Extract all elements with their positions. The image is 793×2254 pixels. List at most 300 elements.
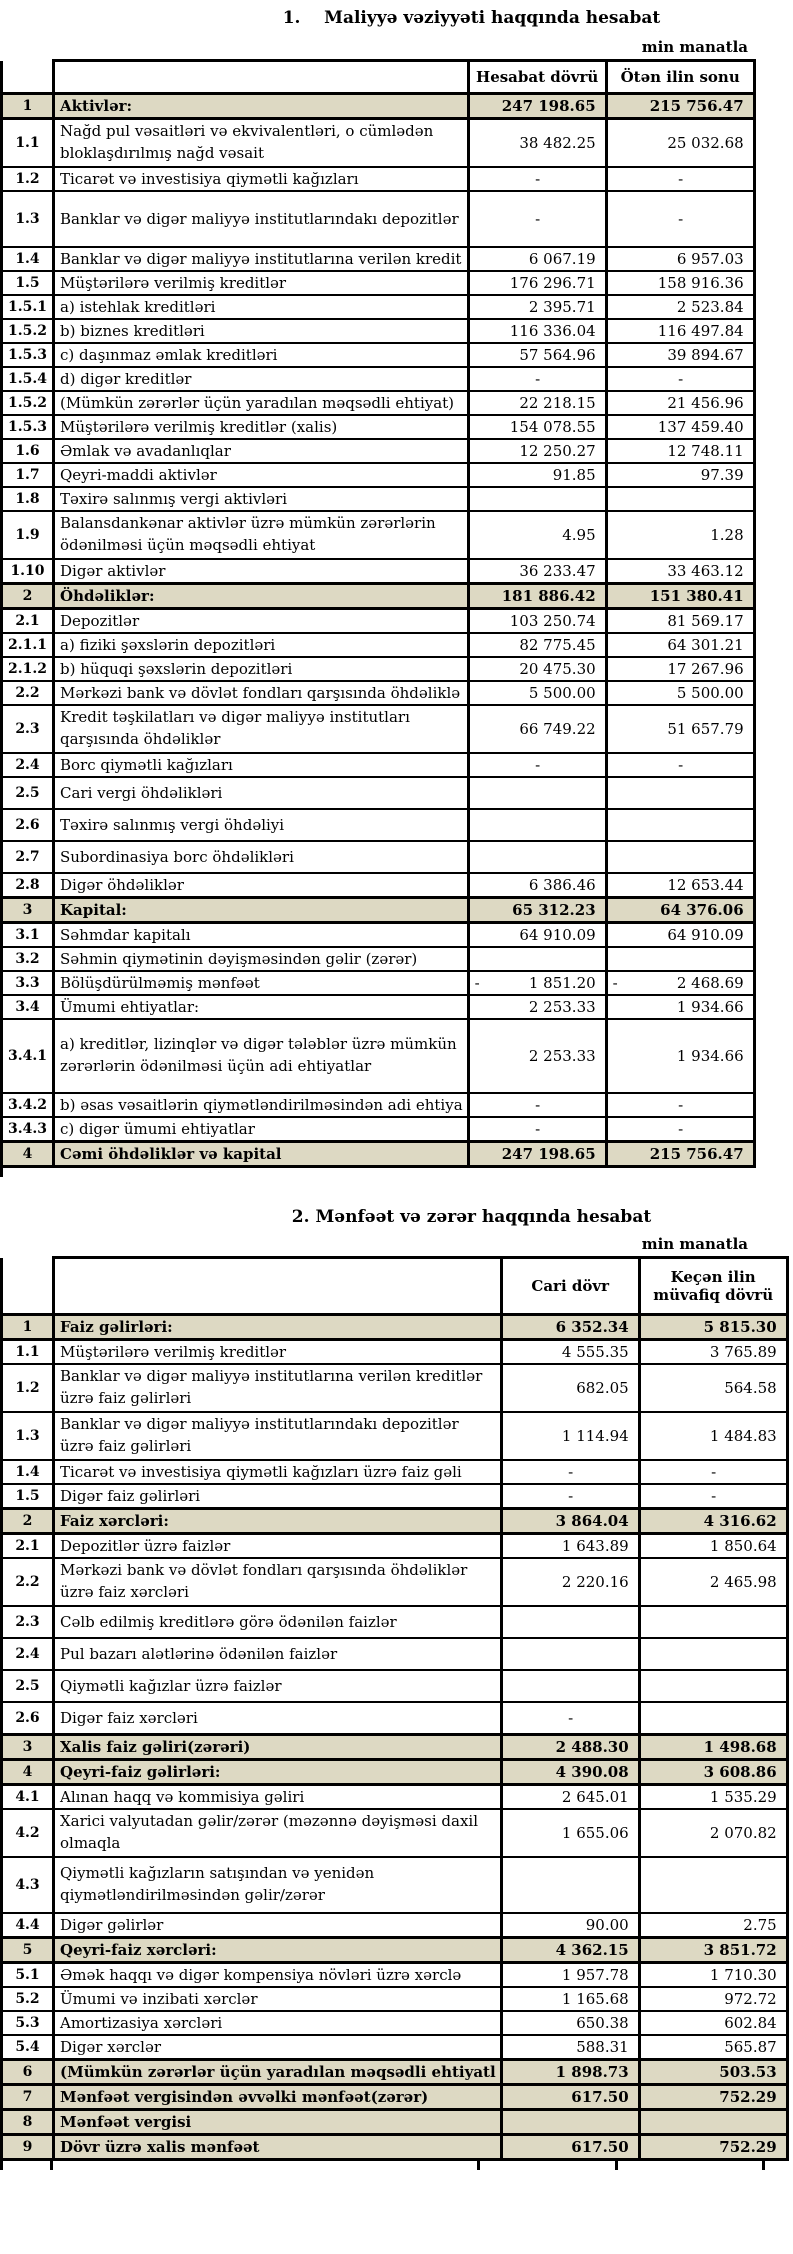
row-label: (Mümkün zərərlər üçün yaradılan məqsədli ehtiyat) bbox=[54, 391, 469, 415]
value-previous-period: 64 910.09 bbox=[606, 923, 754, 948]
value-previous-period: 565.87 bbox=[639, 2035, 787, 2060]
value-current-period: 181 886.42 bbox=[468, 584, 606, 609]
row-label: Banklar və digər maliyyə institutlarındakı depozitlər bbox=[54, 191, 469, 247]
value-current-period: 2 253.33 bbox=[468, 1019, 606, 1093]
row-number: 5.3 bbox=[2, 2011, 54, 2035]
table-row bbox=[2, 2085, 788, 2110]
row-label: b) hüquqi şəxslərin depozitləri bbox=[54, 657, 469, 681]
value-previous-period: 1 498.68 bbox=[639, 1735, 787, 1760]
row-number: 2 bbox=[2, 584, 54, 609]
report2-col1-header: Cari dövr bbox=[501, 1258, 639, 1315]
row-number: 5.4 bbox=[2, 2035, 54, 2060]
value-current-period: 4.95 bbox=[468, 511, 606, 559]
value-previous-period: - bbox=[606, 1117, 754, 1142]
table-row bbox=[2, 1702, 788, 1735]
table-row bbox=[2, 1484, 788, 1509]
value-current-period bbox=[501, 2110, 639, 2135]
value-previous-period: 25 032.68 bbox=[606, 119, 754, 168]
value-current-period: - 1 851.20 bbox=[468, 971, 606, 995]
row-number: 1.9 bbox=[2, 511, 54, 559]
value-previous-period: 1 535.29 bbox=[639, 1785, 787, 1810]
row-number: 3.4.1 bbox=[2, 1019, 54, 1093]
table-row bbox=[2, 1315, 788, 1340]
row-label: Səhmdar kapitalı bbox=[54, 923, 469, 948]
table-row bbox=[2, 923, 755, 948]
row-number: 1 bbox=[2, 94, 54, 119]
value-previous-period: 64 301.21 bbox=[606, 633, 754, 657]
row-number: 2.8 bbox=[2, 873, 54, 898]
table-row bbox=[2, 94, 755, 119]
value-previous-period bbox=[639, 2110, 787, 2135]
row-number: 1.1 bbox=[2, 119, 54, 168]
table-row bbox=[2, 995, 755, 1019]
table-row bbox=[2, 1638, 788, 1670]
report2-title: 2. Mənfəət və zərər haqqında hesabat bbox=[291, 1207, 652, 1227]
header-label-cell bbox=[54, 1258, 502, 1315]
value-previous-period: 5 815.30 bbox=[639, 1315, 787, 1340]
value-previous-period: - bbox=[606, 191, 754, 247]
row-label: Digər gəlirlər bbox=[54, 1913, 502, 1938]
row-number: 1 bbox=[2, 1315, 54, 1340]
table-row bbox=[2, 1558, 788, 1606]
value-current-period: 6 386.46 bbox=[468, 873, 606, 898]
row-number: 1.4 bbox=[2, 1460, 54, 1484]
table-row bbox=[2, 947, 755, 971]
report1-title: 1. Maliyyə vəziyyəti haqqında hesabat bbox=[282, 8, 661, 28]
value-previous-period: 215 756.47 bbox=[606, 94, 754, 119]
row-number: 1.5.2 bbox=[2, 391, 54, 415]
value-previous-period: 116 497.84 bbox=[606, 319, 754, 343]
row-number: 1.8 bbox=[2, 487, 54, 511]
row-label: Müştərilərə verilmiş kreditlər bbox=[54, 271, 469, 295]
row-number: 4 bbox=[2, 1142, 54, 1167]
value-previous-period bbox=[606, 947, 754, 971]
value-current-period: 4 555.35 bbox=[501, 1340, 639, 1365]
row-label: Mərkəzi bank və dövlət fondları qarşısında öhdəliklə bbox=[54, 681, 469, 705]
table-row bbox=[2, 681, 755, 705]
row-label: Banklar və digər maliyyə institutlarındakı depozitlər üzrə faiz gəlirləri bbox=[54, 1412, 502, 1460]
row-number: 2.5 bbox=[2, 1670, 54, 1702]
value-previous-period: 39 894.67 bbox=[606, 343, 754, 367]
row-label: Nağd pul vəsaitləri və ekvivalentləri, o cümlədən bloklaşdırılmış nağd vəsait bbox=[54, 119, 469, 168]
value-previous-period: 1 934.66 bbox=[606, 995, 754, 1019]
table-row bbox=[2, 1509, 788, 1534]
value-current-period: 6 067.19 bbox=[468, 247, 606, 271]
profit-and-loss-table bbox=[0, 1256, 789, 2161]
row-number: 2.5 bbox=[2, 777, 54, 809]
row-number: 5.2 bbox=[2, 1987, 54, 2011]
row-label: Ümumi və inzibati xərclər bbox=[54, 1987, 502, 2011]
row-number: 2.1.1 bbox=[2, 633, 54, 657]
row-number: 2.2 bbox=[2, 1558, 54, 1606]
row-label: Qiymətli kağızların satışından və yenidən qiymətləndirilməsindən gəlir/zərər bbox=[54, 1857, 502, 1913]
value-previous-period: 97.39 bbox=[606, 463, 754, 487]
value-previous-period: 51 657.79 bbox=[606, 705, 754, 753]
value-previous-period: 3 765.89 bbox=[639, 1340, 787, 1365]
value-current-period: 22 218.15 bbox=[468, 391, 606, 415]
row-label: Depozitlər üzrə faizlər bbox=[54, 1534, 502, 1559]
row-label: Təxirə salınmış vergi aktivləri bbox=[54, 487, 469, 511]
value-previous-period: 12 653.44 bbox=[606, 873, 754, 898]
row-label: Digər öhdəliklər bbox=[54, 873, 469, 898]
value-current-period: 65 312.23 bbox=[468, 898, 606, 923]
value-previous-period bbox=[639, 1638, 787, 1670]
row-label: Digər faiz xərcləri bbox=[54, 1702, 502, 1735]
row-label: c) daşınmaz əmlak kreditləri bbox=[54, 343, 469, 367]
row-number: 4.2 bbox=[2, 1809, 54, 1857]
value-current-period: 103 250.74 bbox=[468, 609, 606, 634]
row-label: Əmək haqqı və digər kompensiya növləri üzrə xərclə bbox=[54, 1963, 502, 1988]
value-current-period: 2 220.16 bbox=[501, 1558, 639, 1606]
row-number: 1.2 bbox=[2, 167, 54, 191]
row-label: Aktivlər: bbox=[54, 94, 469, 119]
table-row bbox=[2, 367, 755, 391]
row-number: 5 bbox=[2, 1938, 54, 1963]
value-current-period: 66 749.22 bbox=[468, 705, 606, 753]
value-current-period bbox=[468, 809, 606, 841]
row-number: 2 bbox=[2, 1509, 54, 1534]
row-label: Dövr üzrə xalis mənfəət bbox=[54, 2135, 502, 2160]
row-label: Digər faiz gəlirləri bbox=[54, 1484, 502, 1509]
value-previous-period: - bbox=[639, 1460, 787, 1484]
value-previous-period bbox=[606, 487, 754, 511]
row-label: Öhdəliklər: bbox=[54, 584, 469, 609]
row-number: 3 bbox=[2, 1735, 54, 1760]
value-previous-period: 2 465.98 bbox=[639, 1558, 787, 1606]
value-current-period: - bbox=[468, 167, 606, 191]
row-label: Amortizasiya xərcləri bbox=[54, 2011, 502, 2035]
row-label: Pul bazarı alətlərinə ödənilən faizlər bbox=[54, 1638, 502, 1670]
table-row bbox=[2, 705, 755, 753]
table-row bbox=[2, 1938, 788, 1963]
row-label: Cəmi öhdəliklər və kapital bbox=[54, 1142, 469, 1167]
table-row bbox=[2, 1117, 755, 1142]
row-number: 9 bbox=[2, 2135, 54, 2160]
value-current-period: 617.50 bbox=[501, 2135, 639, 2160]
table-row bbox=[2, 633, 755, 657]
value-current-period: 2 395.71 bbox=[468, 295, 606, 319]
header-row bbox=[2, 1258, 788, 1315]
table-row bbox=[2, 809, 755, 841]
value-current-period: 12 250.27 bbox=[468, 439, 606, 463]
report2-col2-header: Keçən ilin müvafiq dövrü bbox=[639, 1258, 787, 1315]
row-number: 1.2 bbox=[2, 1364, 54, 1412]
row-number: 1.5.1 bbox=[2, 295, 54, 319]
table-row bbox=[2, 271, 755, 295]
value-previous-period: - bbox=[606, 167, 754, 191]
value-current-period: 247 198.65 bbox=[468, 94, 606, 119]
header-row-number-cell bbox=[2, 61, 54, 94]
table-row bbox=[2, 1913, 788, 1938]
table-row bbox=[2, 1735, 788, 1760]
row-label: Faiz gəlirləri: bbox=[54, 1315, 502, 1340]
row-number: 7 bbox=[2, 2085, 54, 2110]
row-label: Bölüşdürülməmiş mənfəət bbox=[54, 971, 469, 995]
value-current-period: 116 336.04 bbox=[468, 319, 606, 343]
table-row bbox=[2, 1534, 788, 1559]
value-current-period: 3 864.04 bbox=[501, 1509, 639, 1534]
row-label: Mənfəət vergisi bbox=[54, 2110, 502, 2135]
value-current-period: 1 957.78 bbox=[501, 1963, 639, 1988]
value-current-period: - bbox=[468, 367, 606, 391]
value-current-period bbox=[501, 1857, 639, 1913]
row-number: 3.4.3 bbox=[2, 1117, 54, 1142]
value-current-period: - bbox=[468, 191, 606, 247]
row-number: 6 bbox=[2, 2060, 54, 2085]
row-label: Xarici valyutadan gəlir/zərər (məzənnə dəyişməsi daxil olmaqla bbox=[54, 1809, 502, 1857]
row-number: 2.2 bbox=[2, 681, 54, 705]
value-current-period: 682.05 bbox=[501, 1364, 639, 1412]
value-current-period: - bbox=[468, 753, 606, 777]
table-row bbox=[2, 415, 755, 439]
row-number: 1.5.4 bbox=[2, 367, 54, 391]
row-number: 1.10 bbox=[2, 559, 54, 584]
value-previous-period: 64 376.06 bbox=[606, 898, 754, 923]
row-label: Xalis faiz gəliri(zərəri) bbox=[54, 1735, 502, 1760]
row-label: Qeyri-faiz gəlirləri: bbox=[54, 1760, 502, 1785]
row-label: Əmlak və avadanlıqlar bbox=[54, 439, 469, 463]
value-previous-period: 17 267.96 bbox=[606, 657, 754, 681]
report1-col2-header: Ötən ilin sonu bbox=[606, 61, 754, 94]
value-previous-period: 752.29 bbox=[639, 2135, 787, 2160]
value-previous-period: 972.72 bbox=[639, 1987, 787, 2011]
row-number: 3.4.2 bbox=[2, 1093, 54, 1117]
row-label: Depozitlər bbox=[54, 609, 469, 634]
value-previous-period: 21 456.96 bbox=[606, 391, 754, 415]
row-number: 3.1 bbox=[2, 923, 54, 948]
value-current-period: - bbox=[501, 1484, 639, 1509]
value-current-period: 154 078.55 bbox=[468, 415, 606, 439]
value-current-period: 90.00 bbox=[501, 1913, 639, 1938]
value-current-period: 1 643.89 bbox=[501, 1534, 639, 1559]
row-number: 2.1 bbox=[2, 609, 54, 634]
row-label: Digər xərclər bbox=[54, 2035, 502, 2060]
row-number: 4.1 bbox=[2, 1785, 54, 1810]
row-number: 1.3 bbox=[2, 191, 54, 247]
table-row bbox=[2, 2135, 788, 2160]
value-previous-period: - bbox=[606, 1093, 754, 1117]
table-row bbox=[2, 1987, 788, 2011]
row-number: 5.1 bbox=[2, 1963, 54, 1988]
table-row bbox=[2, 584, 755, 609]
table-row bbox=[2, 1963, 788, 1988]
table-row bbox=[2, 777, 755, 809]
row-label: Cari vergi öhdəlikləri bbox=[54, 777, 469, 809]
row-number: 2.6 bbox=[2, 1702, 54, 1735]
row-number: 1.5.3 bbox=[2, 343, 54, 367]
table-row bbox=[2, 898, 755, 923]
value-previous-period: 3 608.86 bbox=[639, 1760, 787, 1785]
value-previous-period: - bbox=[639, 1484, 787, 1509]
value-current-period: 91.85 bbox=[468, 463, 606, 487]
table-row bbox=[2, 1785, 788, 1810]
value-current-period: 6 352.34 bbox=[501, 1315, 639, 1340]
value-previous-period: 6 957.03 bbox=[606, 247, 754, 271]
value-current-period: 247 198.65 bbox=[468, 1142, 606, 1167]
table-row bbox=[2, 1019, 755, 1093]
table-row bbox=[2, 1606, 788, 1638]
value-current-period: 2 488.30 bbox=[501, 1735, 639, 1760]
table-row bbox=[2, 2035, 788, 2060]
value-previous-period: 12 748.11 bbox=[606, 439, 754, 463]
value-current-period: 2 253.33 bbox=[468, 995, 606, 1019]
row-label: Banklar və digər maliyyə institutlarına verilən kredit bbox=[54, 247, 469, 271]
value-current-period bbox=[501, 1638, 639, 1670]
table-row bbox=[2, 2011, 788, 2035]
value-current-period: 617.50 bbox=[501, 2085, 639, 2110]
value-current-period: - bbox=[501, 1702, 639, 1735]
value-previous-period: 1 934.66 bbox=[606, 1019, 754, 1093]
value-previous-period: 4 316.62 bbox=[639, 1509, 787, 1534]
value-current-period: 1 114.94 bbox=[501, 1412, 639, 1460]
value-previous-period: 1.28 bbox=[606, 511, 754, 559]
row-label: b) biznes kreditləri bbox=[54, 319, 469, 343]
row-label: Səhmin qiymətinin dəyişməsindən gəlir (zərər) bbox=[54, 947, 469, 971]
row-label: Ticarət və investisiya qiymətli kağızları üzrə faiz gəli bbox=[54, 1460, 502, 1484]
row-label: Müştərilərə verilmiş kreditlər (xalis) bbox=[54, 415, 469, 439]
row-label: Qeyri-faiz xərcləri: bbox=[54, 1938, 502, 1963]
value-previous-period bbox=[606, 777, 754, 809]
value-previous-period bbox=[639, 1606, 787, 1638]
table-row bbox=[2, 295, 755, 319]
row-number: 8 bbox=[2, 2110, 54, 2135]
value-current-period: 82 775.45 bbox=[468, 633, 606, 657]
value-current-period: 650.38 bbox=[501, 2011, 639, 2035]
row-number: 3.3 bbox=[2, 971, 54, 995]
value-previous-period bbox=[606, 841, 754, 873]
value-previous-period: 137 459.40 bbox=[606, 415, 754, 439]
value-current-period: 57 564.96 bbox=[468, 343, 606, 367]
row-label: (Mümkün zərərlər üçün yaradılan məqsədli ehtiyatl bbox=[54, 2060, 502, 2085]
table-row bbox=[2, 487, 755, 511]
row-label: Qiymətli kağızlar üzrə faizlər bbox=[54, 1670, 502, 1702]
table-row bbox=[2, 247, 755, 271]
value-current-period bbox=[501, 1606, 639, 1638]
row-number: 1.5 bbox=[2, 271, 54, 295]
row-label: Təxirə salınmış vergi öhdəliyi bbox=[54, 809, 469, 841]
value-previous-period: 2.75 bbox=[639, 1913, 787, 1938]
row-number: 2.4 bbox=[2, 753, 54, 777]
row-number: 4 bbox=[2, 1760, 54, 1785]
value-previous-period bbox=[639, 1670, 787, 1702]
value-previous-period: 1 484.83 bbox=[639, 1412, 787, 1460]
value-previous-period bbox=[606, 809, 754, 841]
row-label: Faiz xərcləri: bbox=[54, 1509, 502, 1534]
row-number: 1.7 bbox=[2, 463, 54, 487]
report1-unit-note: min manatla bbox=[641, 38, 748, 56]
table-row bbox=[2, 1857, 788, 1913]
row-number: 3.2 bbox=[2, 947, 54, 971]
row-label: Balansdankənar aktivlər üzrə mümkün zərərlərin ödənilməsi üçün məqsədli ehtiyat bbox=[54, 511, 469, 559]
row-label: Mərkəzi bank və dövlət fondları qarşısında öhdəliklər üzrə faiz xərcləri bbox=[54, 1558, 502, 1606]
row-label: Qeyri-maddi aktivlər bbox=[54, 463, 469, 487]
value-previous-period: 215 756.47 bbox=[606, 1142, 754, 1167]
table-row bbox=[2, 1340, 788, 1365]
value-current-period: 588.31 bbox=[501, 2035, 639, 2060]
table-row bbox=[2, 511, 755, 559]
table-row bbox=[2, 1460, 788, 1484]
row-number: 2.1 bbox=[2, 1534, 54, 1559]
row-label: Kapital: bbox=[54, 898, 469, 923]
value-current-period: 38 482.25 bbox=[468, 119, 606, 168]
value-previous-period: 1 850.64 bbox=[639, 1534, 787, 1559]
value-current-period: - bbox=[468, 1117, 606, 1142]
row-label: Ticarət və investisiya qiymətli kağızları bbox=[54, 167, 469, 191]
table-row bbox=[2, 873, 755, 898]
value-previous-period: - 2 468.69 bbox=[606, 971, 754, 995]
table-row bbox=[2, 559, 755, 584]
table-row bbox=[2, 2060, 788, 2085]
table-row bbox=[2, 1142, 755, 1167]
row-number: 2.7 bbox=[2, 841, 54, 873]
value-current-period: 1 898.73 bbox=[501, 2060, 639, 2085]
row-label: Banklar və digər maliyyə institutlarına verilən kreditlər üzrə faiz gəlirləri bbox=[54, 1364, 502, 1412]
row-number: 4.3 bbox=[2, 1857, 54, 1913]
row-number: 1.1 bbox=[2, 1340, 54, 1365]
value-previous-period bbox=[639, 1702, 787, 1735]
value-previous-period: 2 070.82 bbox=[639, 1809, 787, 1857]
table-row bbox=[2, 1364, 788, 1412]
row-number: 2.3 bbox=[2, 1606, 54, 1638]
header-row bbox=[2, 61, 755, 94]
value-current-period: 2 645.01 bbox=[501, 1785, 639, 1810]
value-current-period: 64 910.09 bbox=[468, 923, 606, 948]
report2-unit-note: min manatla bbox=[641, 1235, 748, 1253]
table-row bbox=[2, 971, 755, 995]
table-row bbox=[2, 2110, 788, 2135]
table-row bbox=[2, 167, 755, 191]
value-previous-period: 33 463.12 bbox=[606, 559, 754, 584]
value-current-period: 4 390.08 bbox=[501, 1760, 639, 1785]
report1-col1-header: Hesabat dövrü bbox=[468, 61, 606, 94]
row-number: 2.3 bbox=[2, 705, 54, 753]
value-previous-period: 752.29 bbox=[639, 2085, 787, 2110]
table-row bbox=[2, 841, 755, 873]
row-number: 4.4 bbox=[2, 1913, 54, 1938]
value-current-period: 20 475.30 bbox=[468, 657, 606, 681]
table-row bbox=[2, 191, 755, 247]
row-label: Kredit təşkilatları və digər maliyyə institutları qarşısında öhdəliklər bbox=[54, 705, 469, 753]
value-current-period bbox=[468, 841, 606, 873]
row-label: Mənfəət vergisindən əvvəlki mənfəət(zərər) bbox=[54, 2085, 502, 2110]
row-number: 2.1.2 bbox=[2, 657, 54, 681]
value-previous-period: 503.53 bbox=[639, 2060, 787, 2085]
table-row bbox=[2, 119, 755, 168]
row-number: 1.5.3 bbox=[2, 415, 54, 439]
value-previous-period: 5 500.00 bbox=[606, 681, 754, 705]
row-number: 2.6 bbox=[2, 809, 54, 841]
table-row bbox=[2, 753, 755, 777]
row-label: a) istehlak kreditləri bbox=[54, 295, 469, 319]
row-label: Borc qiymətli kağızları bbox=[54, 753, 469, 777]
row-label: a) kreditlər, lizinqlər və digər tələblər üzrə mümkün zərərlərin ödənilməsi üçün adi ehtiyatlar bbox=[54, 1019, 469, 1093]
header-label-cell bbox=[54, 61, 469, 94]
table-row bbox=[2, 343, 755, 367]
value-previous-period: 602.84 bbox=[639, 2011, 787, 2035]
value-current-period: 4 362.15 bbox=[501, 1938, 639, 1963]
value-previous-period: 564.58 bbox=[639, 1364, 787, 1412]
table-row bbox=[2, 439, 755, 463]
table1-cut-border-stub bbox=[0, 1168, 765, 1177]
table-row bbox=[2, 463, 755, 487]
row-label: d) digər kreditlər bbox=[54, 367, 469, 391]
value-previous-period: 1 710.30 bbox=[639, 1963, 787, 1988]
table-row bbox=[2, 1809, 788, 1857]
row-label: c) digər ümumi ehtiyatlar bbox=[54, 1117, 469, 1142]
value-current-period: - bbox=[501, 1460, 639, 1484]
row-number: 1.5 bbox=[2, 1484, 54, 1509]
value-previous-period: 158 916.36 bbox=[606, 271, 754, 295]
